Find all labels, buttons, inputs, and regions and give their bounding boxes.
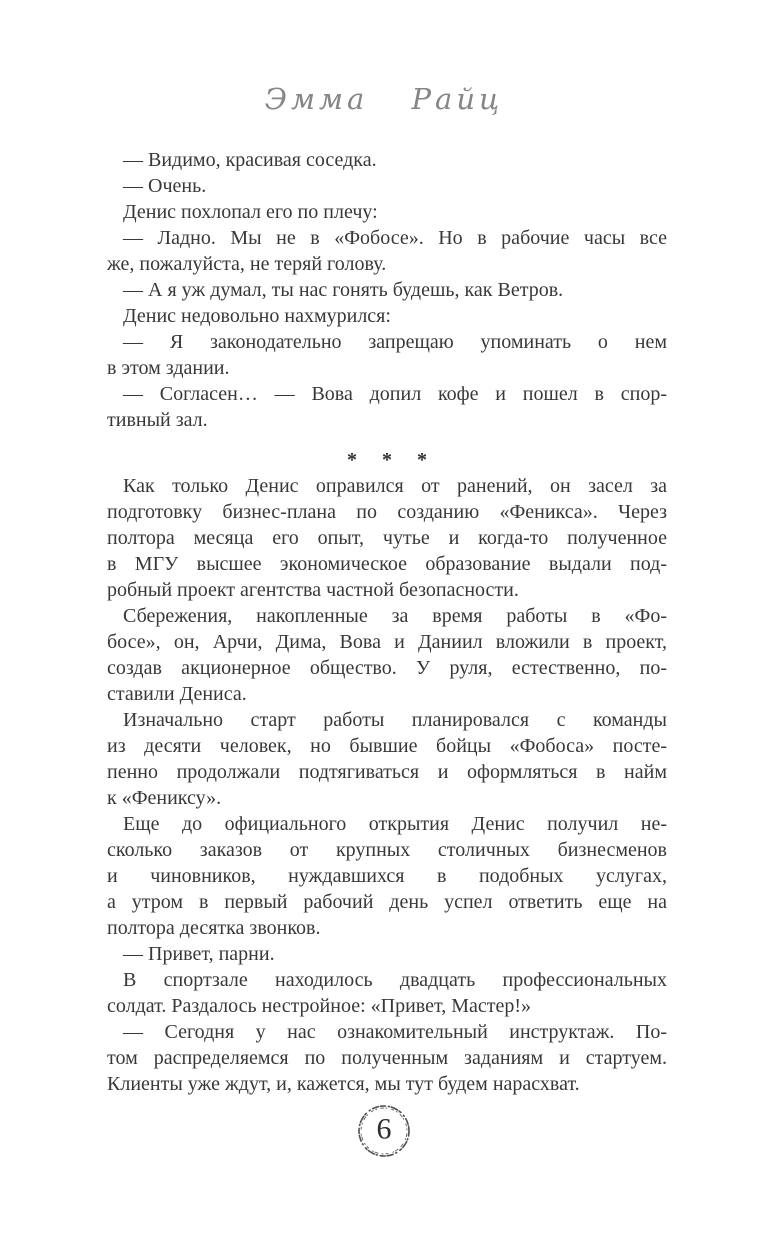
text-line: Еще до официального открытия Денис получил не-: [123, 813, 667, 835]
paragraph: [107, 381, 667, 433]
text-line: подготовку бизнес-плана по созданию «Феникса». Через: [107, 501, 667, 523]
text-line: — А я уж думал, ты нас гонять будешь, как Ветров.: [123, 279, 564, 301]
paragraph: [107, 329, 667, 381]
text-line: пенно продолжали подтягиваться и оформляться в найм: [107, 761, 667, 783]
text-line: робный проект агентства частной безопасности.: [107, 579, 519, 601]
text-line: Клиенты уже ждут, и, кажется, мы тут будем нарасхват.: [107, 1073, 580, 1095]
paragraph: [107, 225, 667, 277]
running-header-author: Эмма Райц: [264, 82, 504, 116]
text-line: — Ладно. Мы не в «Фобосе». Но в рабочие часы все: [123, 227, 667, 249]
paragraph: [107, 473, 667, 603]
text-line: в этом здании.: [107, 357, 230, 379]
text-line: Как только Денис оправился от ранений, он засел за: [123, 475, 667, 497]
text-line: же, пожалуйста, не теряй голову.: [107, 253, 387, 275]
paragraph: [107, 303, 667, 329]
text-line: — Я законодательно запрещаю упоминать о нем: [123, 331, 667, 353]
text-line: ставили Дениса.: [107, 683, 247, 705]
page-number-ornament: [355, 1102, 413, 1160]
text-line: Сбережения, накопленные за время работы в «Фо-: [123, 605, 667, 627]
paragraph: [107, 1019, 667, 1097]
paragraph: [107, 707, 667, 811]
text-line: сколько заказов от крупных столичных бизнесменов: [107, 839, 667, 861]
text-line: В спортзале находилось двадцать профессиональных: [123, 969, 667, 991]
text-line: — Сегодня у нас ознакомительный инструктаж. По-: [123, 1021, 667, 1043]
paragraph: [107, 173, 667, 199]
text-line: — Согласен… — Вова допил кофе и пошел в спор-: [123, 383, 667, 405]
paragraph: [107, 941, 667, 967]
paragraph: [107, 811, 667, 941]
section-divider: * * *: [347, 449, 437, 471]
text-line: и чиновников, нуждавшихся в подобных услугах,: [107, 865, 667, 887]
text-line: полтора месяца его опыт, чутье и когда-то полученное: [107, 527, 667, 549]
page-number: 6: [376, 1112, 392, 1146]
text-line: в МГУ высшее экономическое образование выдали под-: [107, 553, 667, 575]
paragraph: [107, 967, 667, 1019]
text-line: создав акционерное общество. У руля, естественно, по-: [107, 657, 667, 679]
text-line: Изначально старт работы планировался с команды: [123, 709, 667, 731]
text-line: полтора десятка звонков.: [107, 917, 321, 939]
text-line: а утром в первый рабочий день успел ответить еще на: [107, 891, 667, 913]
page-footer: [0, 1102, 768, 1160]
text-line: тивный зал.: [107, 409, 208, 431]
text-line: босе», он, Арчи, Дима, Вова и Даниил вложили в проект,: [107, 631, 667, 653]
text-line: — Очень.: [123, 175, 207, 197]
paragraph: [107, 603, 667, 707]
text-line: Денис похлопал его по плечу:: [123, 201, 378, 223]
body-text: [107, 147, 667, 1097]
text-line: из десяти человек, но бывшие бойцы «Фобоса» посте-: [107, 735, 667, 757]
paragraph: [107, 147, 667, 173]
text-line: — Привет, парни.: [123, 943, 275, 965]
text-line: солдат. Раздалось нестройное: «Привет, Мастер!»: [107, 995, 532, 1017]
text-line: Денис недовольно нахмурился:: [123, 305, 391, 327]
paragraph: [107, 277, 667, 303]
text-line: к «Фениксу».: [107, 787, 222, 809]
paragraph: [107, 199, 667, 225]
text-line: — Видимо, красивая соседка.: [123, 149, 377, 171]
text-line: том распределяемся по полученным заданиям и стартуем.: [107, 1047, 667, 1069]
